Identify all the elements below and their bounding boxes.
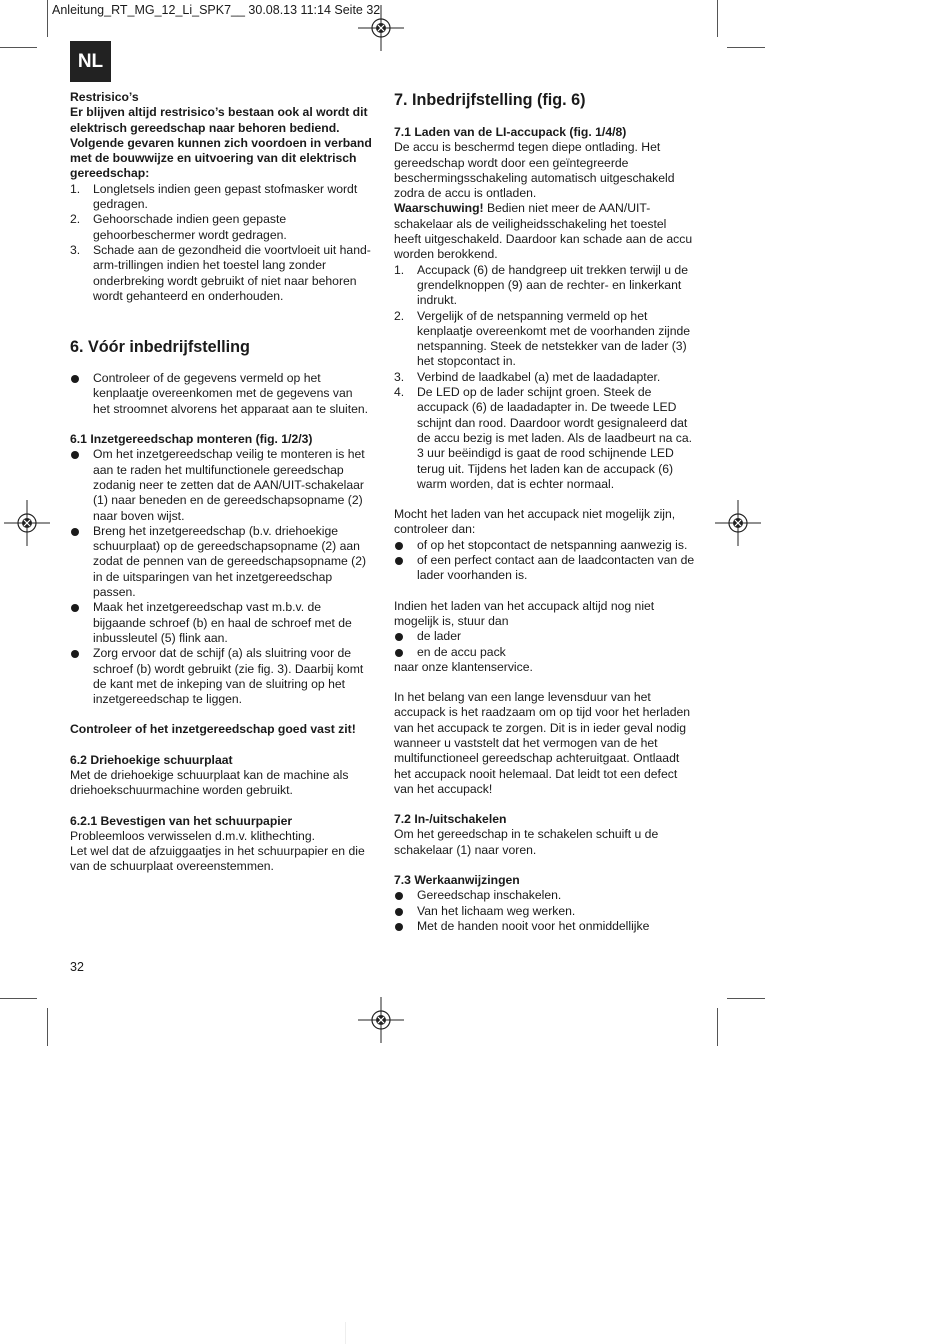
section-7-1-heading: 7.1 Laden van de LI-accupack (fig. 1/4/8) xyxy=(394,125,627,139)
section-6-2-1-text: Let wel dat de afzuiggaatjes in het schuurpapier en die van de schuurplaat overeenstemmen. xyxy=(70,844,365,874)
service-outro: naar onze klantenservice. xyxy=(394,659,533,674)
list-item: Van het lichaam weg werken. xyxy=(394,904,696,919)
section-6-2-1-text: Probleemloos verwisselen d.m.v. klithechting. xyxy=(70,828,315,843)
section-6-2-text: Met de driehoekige schuurplaat kan de machine als driehoekschuurmachine worden gebruikt. xyxy=(70,767,349,798)
registration-mark-icon xyxy=(358,997,404,1043)
crop-mark xyxy=(717,1008,718,1046)
risk-title: Restrisico’s xyxy=(70,90,139,104)
registration-mark-icon xyxy=(358,5,404,51)
list-item: Om het inzetgereedschap veilig te monteren is het aan te raden het multifunctionele gereedschap zodanig neer te zetten dat de AAN/UIT-schakelaar (1) naar beneden en de gereedschapsopname (2) naar boven wijst. xyxy=(70,447,372,523)
section-6-1-heading: 6.1 Inzetgereedschap monteren (fig. 1/2/3) xyxy=(70,432,313,447)
section-6-2-heading: 6.2 Driehoekige schuurplaat xyxy=(70,752,233,767)
bullet-icon xyxy=(395,892,403,900)
bullet-icon xyxy=(395,649,403,657)
crop-mark xyxy=(47,0,48,37)
bullet-icon xyxy=(395,542,403,550)
bullet-icon xyxy=(71,604,79,612)
bullet-icon xyxy=(395,633,403,641)
section-6-1-list xyxy=(70,447,372,707)
bullet-icon xyxy=(395,908,403,916)
risk-list xyxy=(70,182,372,304)
section-6-2-1-heading: 6.2.1 Bevestigen van het schuurpapier xyxy=(70,813,293,828)
print-slug-header: Anleitung_RT_MG_12_Li_SPK7__ 30.08.13 11:14 Seite 32 xyxy=(52,3,381,17)
crop-mark xyxy=(0,47,37,48)
list-item: Gereedschap inschakelen. xyxy=(394,888,696,903)
divider xyxy=(345,1322,346,1344)
crop-mark xyxy=(47,1008,48,1046)
bullet-icon xyxy=(71,528,79,536)
section-7-1-list xyxy=(394,263,696,492)
bullet-icon xyxy=(71,650,79,658)
section-7-2-heading: 7.2 In-/uitschakelen xyxy=(394,812,507,827)
section-6-heading: 6. Vóór inbedrijfstelling xyxy=(70,338,250,357)
risk-intro: Er blijven altijd restrisico’s bestaan ook al wordt dit elektrisch gereedschap naar behoren bediend. Volgende gevaren kunnen zich voordoen in verband met de bouwwijze en uitvoering van dit elektrisch gereedschap: xyxy=(70,105,372,181)
list-item: 4. De LED op de lader schijnt groen. Steek de accupack (6) de laadadapter in. De tweede LED schijnt dan rood. Daardoor wordt gesignaleerd dat de accu bezig is met laden. Als de laadbeurt na ca. 3 uur beëindigd is gaat de rood schijnende LED terug uit. Tijdens het laden kan de accupack (6) warm worden, dat is echter normaal. xyxy=(394,385,693,491)
check-note: Controleer of het inzetgereedschap goed vast zit! xyxy=(70,722,356,737)
language-badge: NL xyxy=(70,41,111,82)
crop-mark xyxy=(717,0,718,37)
lifespan-text: In het belang van een lange levensduur van het accupack is het raadzaam om op tijd voor het herladen van het accupack te zorgen. Dit is in ieder geval nodig wanneer u vaststelt dat het vermogen van de het multifunctioneel gereedschap achteruitgaat. Ontlaadt het accupack nooit helemaal. Dat leidt tot een defect van het accupack! xyxy=(394,690,691,796)
section-7-1-text: De accu is beschermd tegen diepe ontlading. Het gereedschap wordt door een geïntegreerde beschermingsschakeling automatisch uitgeschakeld zodra de accu is ontladen. xyxy=(394,140,675,201)
list-item: 1. Longletsels indien geen gepast stofmasker wordt gedragen. xyxy=(70,181,358,212)
check-intro: Mocht het laden van het accupack niet mogelijk zijn, controleer dan: xyxy=(394,507,676,537)
registration-mark-icon xyxy=(4,500,50,546)
list-item: Met de handen nooit voor het onmiddellijke xyxy=(394,919,696,934)
warning-paragraph: Waarschuwing! Bedien niet meer de AAN/UIT-schakelaar als de veiligheidsschakeling het toestel heeft uitgeschakeld. Daardoor kan schade aan de accu worden berokkend. xyxy=(394,201,693,262)
list-item: 1. Accupack (6) de handgreep uit trekken terwijl u de grendelknoppen (9) aan de rechter- en linkerkant indrukt. xyxy=(394,262,688,308)
section-6-list xyxy=(70,371,372,417)
service-list xyxy=(394,629,696,660)
service-intro: Indien het laden van het accupack altijd nog niet mogelijk is, stuur dan xyxy=(394,598,655,628)
left-column xyxy=(70,90,372,875)
list-item: Controleer of de gegevens vermeld op het kenplaatje overeenkomen met de gegevens van het stroomnet alvorens het apparaat aan te sluiten. xyxy=(70,371,372,417)
bullet-icon xyxy=(71,451,79,459)
check-list xyxy=(394,538,696,584)
section-7-3-heading: 7.3 Werkaanwijzingen xyxy=(394,873,520,888)
list-item: 2. Gehoorschade indien geen gepaste gehoorbeschermer wordt gedragen. xyxy=(70,212,287,242)
list-item: Maak het inzetgereedschap vast m.b.v. de bijgaande schroef (b) en haal de schroef met de inbussleutel (5) flink aan. xyxy=(70,600,372,646)
list-item: of op het stopcontact de netspanning aanwezig is. xyxy=(394,538,696,553)
section-7-3-list xyxy=(394,888,696,934)
bullet-icon xyxy=(395,557,403,565)
section-7-2-text: Om het gereedschap in te schakelen schuift u de schakelaar (1) naar voren. xyxy=(394,827,659,857)
right-column xyxy=(394,90,696,934)
list-item: of een perfect contact aan de laadcontacten van de lader voorhanden is. xyxy=(394,553,696,584)
registration-mark-icon xyxy=(715,500,761,546)
list-item: Breng het inzetgereedschap (b.v. driehoekige schuurplaat) op de gereedschapsopname (2) aan zodat de pennen van de gereedschapsopname (2) in de uitsparingen van het inzetgereedschap passen. xyxy=(70,524,372,600)
list-item: de lader xyxy=(394,629,696,644)
section-7-heading: 7. Inbedrijfstelling (fig. 6) xyxy=(394,91,586,109)
warning-label: Waarschuwing! xyxy=(394,201,484,216)
crop-mark xyxy=(727,998,765,999)
list-item: 2. Vergelijk of de netspanning vermeld op het kenplaatje overeenkomt met de voorhanden zijnde netspanning. Steek de netstekker van de lader (3) het stopcontact in. xyxy=(394,308,691,369)
crop-mark xyxy=(727,47,765,48)
bullet-icon xyxy=(71,375,79,383)
list-item: 3. Schade aan de gezondheid die voortvloeit uit hand-arm-trillingen indien het toestel lang zonder onderbreking wordt gebruikt of niet naar behoren wordt gehanteerd en onderhouden. xyxy=(70,242,371,303)
list-item: en de accu pack xyxy=(394,645,696,660)
page-number: 32 xyxy=(70,960,84,974)
list-item: Zorg ervoor dat de schijf (a) als sluitring voor de schroef (b) wordt gebruikt (zie fig. 3). Daarbij komt de kant met de inkeping van de sluitring op het inzetgereedschap te liggen. xyxy=(70,646,372,707)
crop-mark xyxy=(0,998,37,999)
bullet-icon xyxy=(395,923,403,931)
list-item: 3. Verbind de laadkabel (a) met de laadadapter. xyxy=(394,369,661,384)
